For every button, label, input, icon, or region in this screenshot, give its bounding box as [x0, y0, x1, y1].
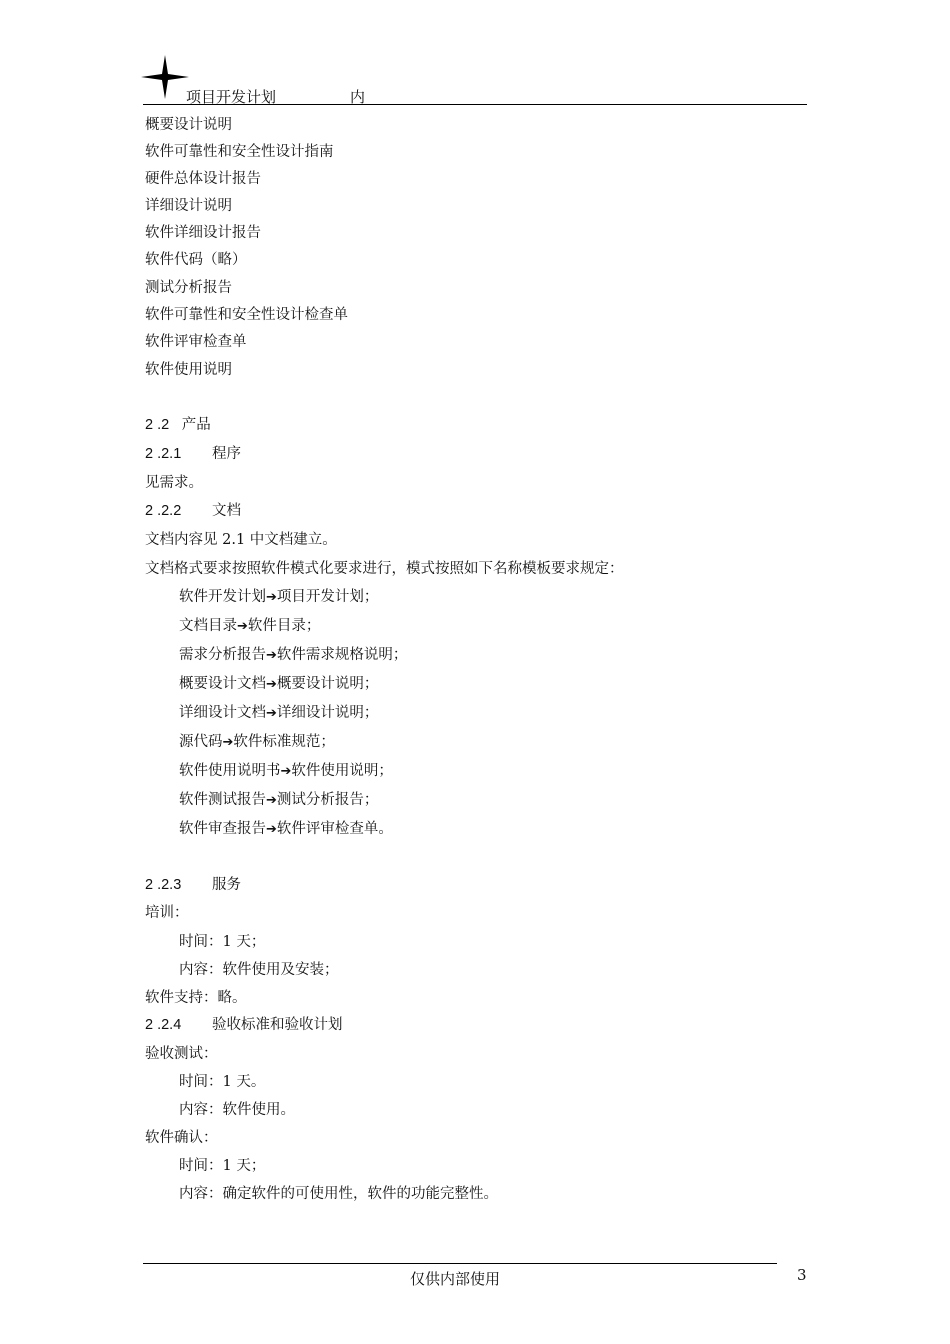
arrow-icon: ➔ [266, 822, 277, 837]
footer-rule [143, 1263, 777, 1264]
mapping-item: 需求分析报告➔软件需求规格说明； [179, 647, 408, 663]
list-item: 软件代码（略） [145, 252, 247, 268]
mapping-item: 源代码➔软件标准规范； [179, 734, 335, 750]
paragraph: 文档内容见 2.1 中文档建立。 [145, 532, 337, 548]
arrow-icon: ➔ [266, 648, 277, 663]
section-title: 文档 [212, 503, 241, 519]
paragraph: 验收测试： [145, 1046, 218, 1062]
arrow-icon: ➔ [266, 590, 277, 605]
arrow-icon: ➔ [266, 793, 277, 808]
mapping-item: 文档目录➔软件目录； [179, 618, 321, 634]
mapping-item: 软件使用说明书➔软件使用说明； [179, 763, 393, 779]
paragraph: 培训： [145, 905, 189, 921]
list-item: 详细设计说明 [145, 198, 232, 214]
section-number: 2 .2.1 [145, 446, 182, 462]
section-title: 验收标准和验收计划 [212, 1017, 343, 1033]
header-rule [143, 104, 807, 105]
list-item: 概要设计说明 [145, 117, 232, 133]
footer-text: 仅供内部使用 [410, 1270, 501, 1288]
paragraph: 文档格式要求按照软件模式化要求进行，模式按照如下名称模板要求规定： [145, 561, 624, 577]
list-item: 软件使用说明 [145, 362, 232, 378]
mapping-item: 软件开发计划➔项目开发计划； [179, 589, 379, 605]
mapping-item: 概要设计文档➔概要设计说明； [179, 676, 379, 692]
section-title: 服务 [212, 877, 241, 893]
mapping-item: 软件测试报告➔测试分析报告； [179, 792, 379, 808]
arrow-icon: ➔ [266, 706, 277, 721]
list-item: 软件可靠性和安全性设计指南 [145, 144, 334, 160]
paragraph: 时间：1 天； [179, 1158, 266, 1174]
paragraph: 软件支持：略。 [145, 990, 247, 1006]
paragraph: 时间：1 天； [179, 934, 266, 950]
arrow-icon: ➔ [280, 764, 292, 779]
section-2-2-1-heading [145, 445, 241, 463]
paragraph: 见需求。 [145, 475, 203, 491]
header-title: 项目开发计划 [186, 88, 277, 106]
paragraph: 软件确认： [145, 1130, 218, 1146]
section-number: 2 .2.2 [145, 503, 182, 519]
page-number: 3 [797, 1266, 807, 1284]
list-item: 软件可靠性和安全性设计检查单 [145, 307, 348, 323]
arrow-icon: ➔ [237, 619, 248, 634]
section-title: 产品 [181, 417, 211, 433]
paragraph: 内容：确定软件的可使用性，软件的功能完整性。 [179, 1186, 498, 1202]
mapping-item: 详细设计文档➔详细设计说明； [179, 705, 379, 721]
list-item: 硬件总体设计报告 [145, 171, 261, 187]
list-item: 软件评审检查单 [145, 334, 247, 350]
arrow-icon: ➔ [266, 677, 277, 692]
header-classification: 内 [350, 88, 366, 106]
paragraph: 内容：软件使用。 [179, 1102, 295, 1118]
section-2-2-heading [145, 416, 211, 434]
arrow-icon: ➔ [222, 735, 234, 750]
mapping-item: 软件审查报告➔软件评审检查单。 [179, 821, 393, 837]
list-item: 软件详细设计报告 [145, 225, 261, 241]
section-2-2-3-heading [145, 876, 241, 894]
section-2-2-2-heading [145, 502, 241, 520]
section-title: 程序 [212, 446, 241, 462]
section-number: 2 .2.4 [145, 1017, 182, 1033]
four-point-star-logo [141, 55, 189, 99]
paragraph: 时间：1 天。 [179, 1074, 266, 1090]
paragraph: 内容：软件使用及安装； [179, 962, 339, 978]
list-item: 测试分析报告 [145, 280, 232, 296]
section-number: 2 .2.3 [145, 877, 182, 893]
section-2-2-4-heading [145, 1016, 343, 1034]
section-number: 2 .2 [145, 417, 170, 433]
